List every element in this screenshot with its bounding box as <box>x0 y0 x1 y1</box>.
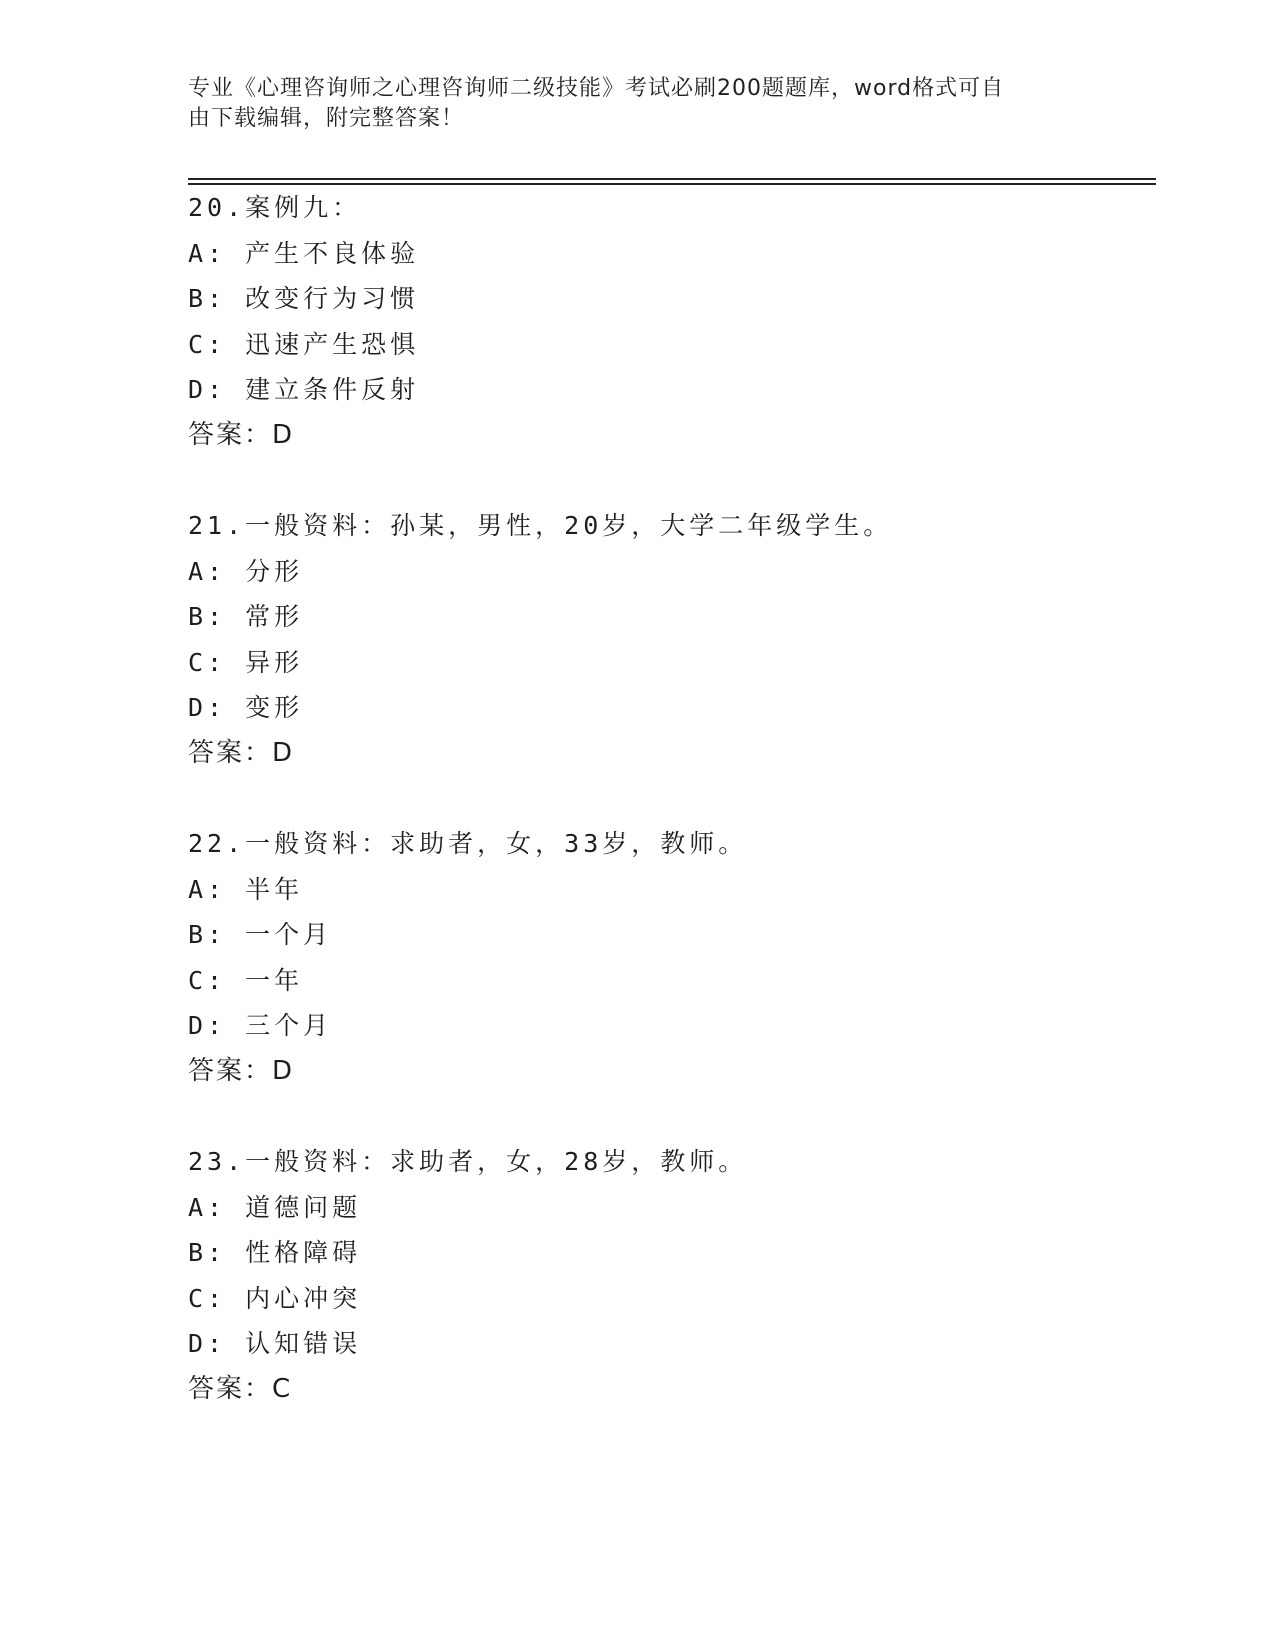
question-stem: 21.一般资料：孙某，男性，20岁，大学二年级学生。 <box>188 511 893 540</box>
question-stem: 22.一般资料：求助者，女，33岁，教师。 <box>188 829 748 858</box>
question-22 <box>188 821 1088 1095</box>
header-divider-top <box>188 178 1156 180</box>
question-23 <box>188 1139 1088 1413</box>
option-a: A: 产生不良体验 <box>188 238 420 268</box>
question-20 <box>188 185 1088 459</box>
option-c: C: 异形 <box>188 647 304 677</box>
option-d: D: 变形 <box>188 693 304 723</box>
question-21 <box>188 503 1088 777</box>
header-line-1: 专业《心理咨询师之心理咨询师二级技能》考试必刷200题题库，word格式可自 <box>188 76 1005 101</box>
option-a: A: 分形 <box>188 556 304 586</box>
option-a: A: 道德问题 <box>188 1192 362 1222</box>
option-a: A: 半年 <box>188 874 304 904</box>
question-stem: 20.案例九： <box>188 193 362 222</box>
answer-line: 答案：D <box>188 737 295 768</box>
option-c: C: 内心冲突 <box>188 1283 362 1313</box>
document-header <box>188 74 1068 134</box>
option-b: B: 常形 <box>188 602 304 632</box>
answer-line: 答案：D <box>188 419 295 450</box>
option-d: D: 建立条件反射 <box>188 375 420 405</box>
option-b: B: 一个月 <box>188 920 333 950</box>
option-c: C: 一年 <box>188 965 304 995</box>
option-d: D: 三个月 <box>188 1011 333 1041</box>
header-line-2: 由下载编辑，附完整答案！ <box>188 106 465 131</box>
option-b: B: 改变行为习惯 <box>188 284 420 314</box>
question-stem: 23.一般资料：求助者，女，28岁，教师。 <box>188 1147 748 1176</box>
option-d: D: 认知错误 <box>188 1329 362 1359</box>
answer-line: 答案：C <box>188 1373 293 1404</box>
answer-line: 答案：D <box>188 1055 295 1086</box>
option-c: C: 迅速产生恐惧 <box>188 329 420 359</box>
option-b: B: 性格障碍 <box>188 1238 362 1268</box>
